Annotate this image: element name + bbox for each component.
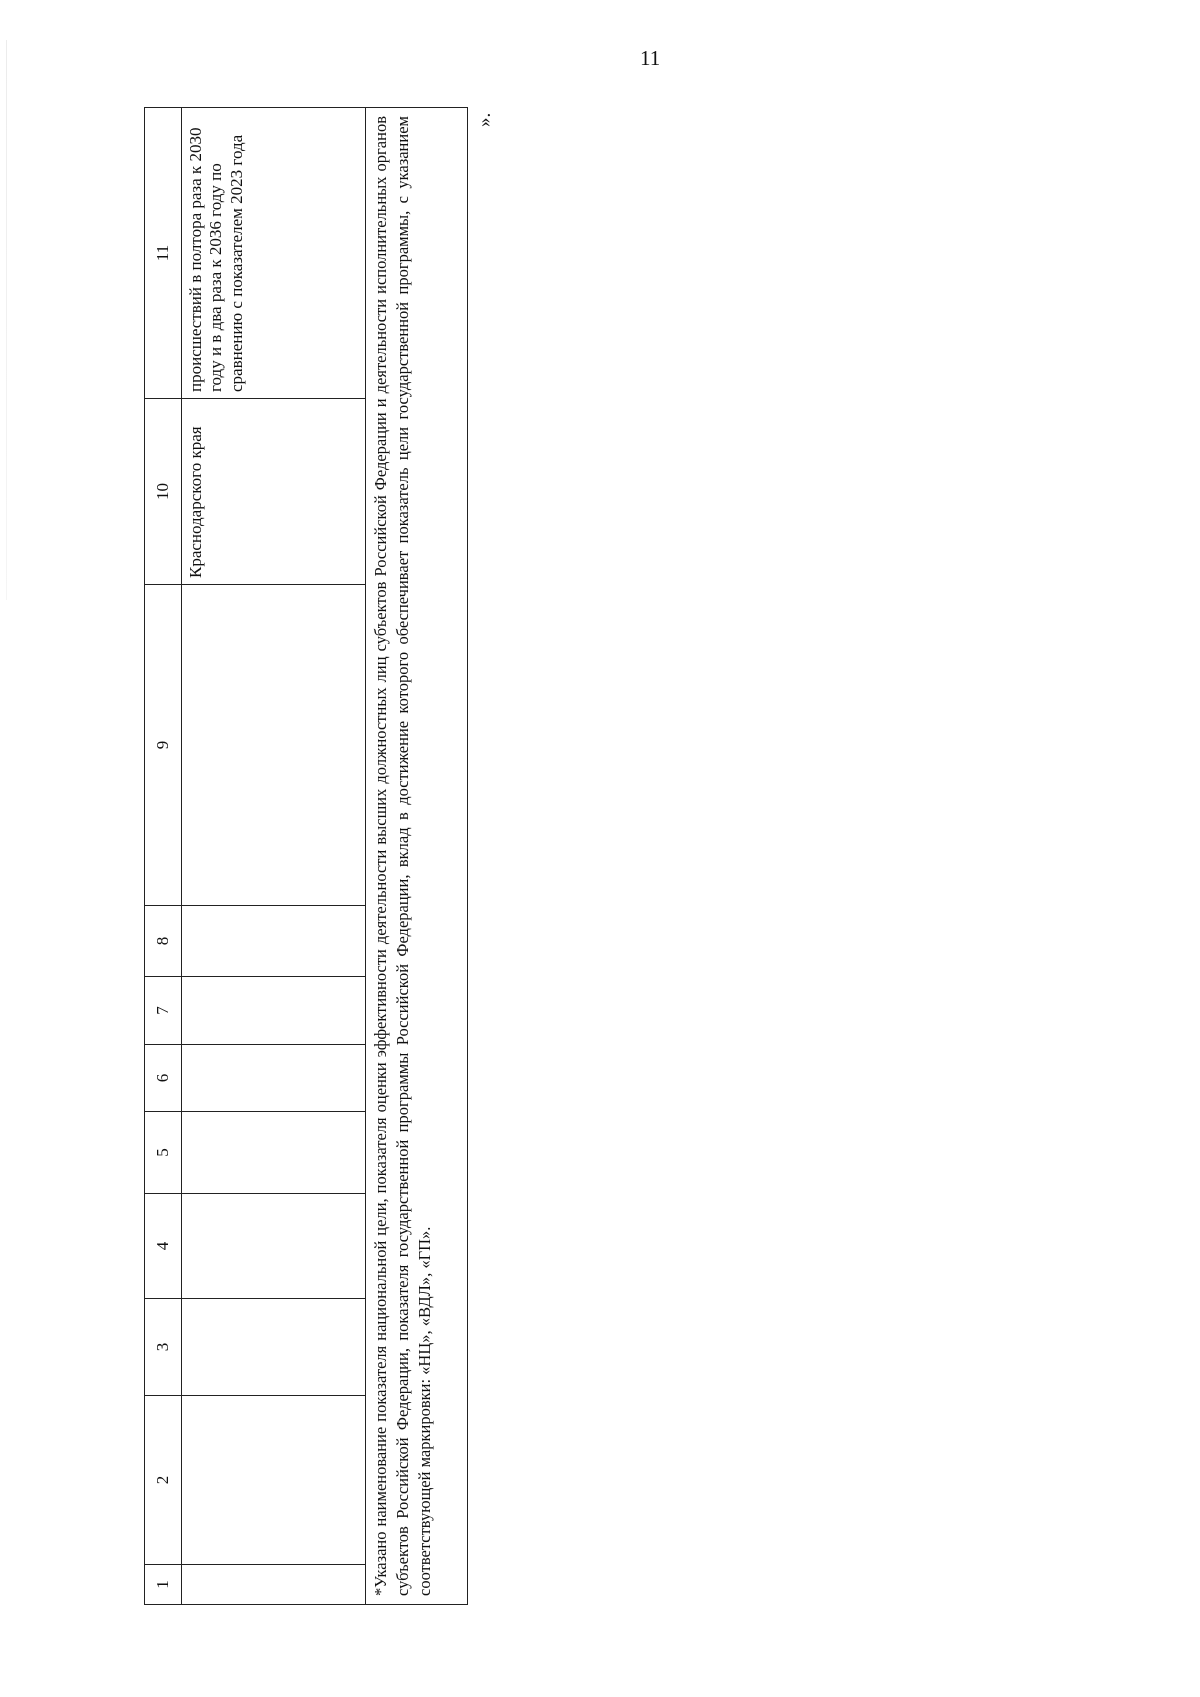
page-number: 11 xyxy=(640,46,661,70)
scan-margin-shadow xyxy=(6,40,7,600)
cell-col-6 xyxy=(182,1045,366,1112)
cell-col-8 xyxy=(182,906,366,977)
column-number-2: 2 xyxy=(145,1396,182,1565)
cell-col-9 xyxy=(182,585,366,906)
cell-col-7 xyxy=(182,977,366,1045)
column-number-6: 6 xyxy=(145,1045,182,1112)
column-number-9: 9 xyxy=(145,585,182,906)
column-number-5: 5 xyxy=(145,1112,182,1194)
cell-col-1 xyxy=(182,1565,366,1605)
cell-col-3 xyxy=(182,1299,366,1396)
footnote-text: *Указано наименование показателя национальной цели, показателя оценки эффективности деятельности высших должностных лиц субъектов Российской Федерации и деятельности исполнительных органов субъектов Российской Федерации, показателя государственной программы Российской Федерации, вклад в достижение которого обеспечивает показатель цели государственной программы, с указанием соответствующей маркировки: «НЦ», «ВДЛ», «ГП». xyxy=(366,108,468,1605)
rotated-table-block xyxy=(144,108,495,1605)
column-number-10: 10 xyxy=(145,399,182,585)
footnote-row xyxy=(366,108,468,1605)
indicator-table xyxy=(144,107,468,1605)
column-number-row xyxy=(145,108,182,1605)
cell-col-5 xyxy=(182,1112,366,1194)
closing-quote: ». xyxy=(474,112,495,127)
column-number-7: 7 xyxy=(145,977,182,1045)
cell-col-10-region: Краснодарского края xyxy=(182,399,366,585)
column-number-3: 3 xyxy=(145,1299,182,1396)
column-number-11: 11 xyxy=(145,108,182,399)
table-row xyxy=(182,108,366,1605)
cell-col-4 xyxy=(182,1194,366,1299)
cell-col-11-target: происшествий в полтора раза к 2030 году и в два раза к 2036 году по сравнению с показателем 2023 года xyxy=(182,108,366,399)
column-number-4: 4 xyxy=(145,1194,182,1299)
cell-col-2 xyxy=(182,1396,366,1565)
column-number-1: 1 xyxy=(145,1565,182,1605)
column-number-8: 8 xyxy=(145,906,182,977)
